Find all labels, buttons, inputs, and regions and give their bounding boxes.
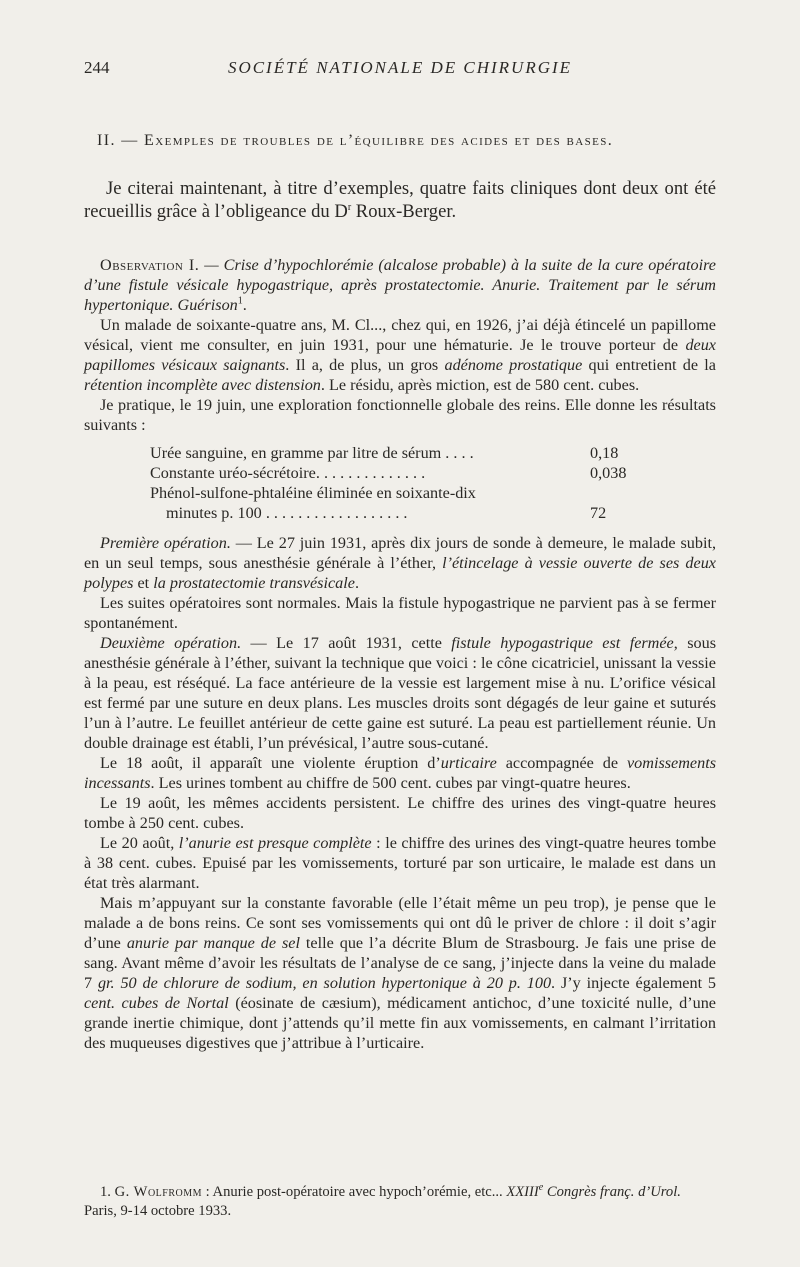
paragraph-suites: Les suites opératoires sont normales. Mais la fistule hypogastrique ne parvient pas à se fermer spontanément. [84, 594, 716, 632]
italic-run: l’étincelage à vessie ouverte de ses deux polypes [84, 554, 716, 592]
observation-label: Observation I. [100, 256, 200, 274]
italic-run: Première opération. [100, 534, 231, 552]
text-run: — Le 17 août 1931, cette [241, 634, 452, 652]
text-run: : Anurie post-opératoire avec hypoch’orémie, etc... [202, 1184, 507, 1200]
result-value: 72 [590, 504, 607, 522]
paragraph-exploration: Je pratique, le 19 juin, une exploration fonctionnelle globale des reins. Elle donne les résultats suivants : [84, 396, 716, 434]
italic-run: rétention incomplète avec distension [84, 376, 321, 394]
footnote-reference: 1 [237, 295, 243, 307]
text-run: : le chiffre des urines des vingt-quatre heures tombe à 38 cent. cubes. Epuisé par les vomissements, torturé par son urticaire, le malade est dans un état très alarmant. [84, 834, 716, 892]
text-run: . Il a, de plus, un gros [285, 356, 445, 374]
text-run: (éosinate de cæsium), médicament antichoc, d’une toxicité nulle, d’une grande inertie chimique, dont j’attends qu’il mette fin aux vomissements, en calmant l’irritation des muqueuses digestives que j’attribue à l’urticaire. [84, 994, 716, 1052]
result-value: 0,18 [590, 444, 619, 462]
result-row [150, 463, 644, 483]
observation-title-end: . [242, 296, 247, 314]
italic-run: l’anurie est presque complète [178, 834, 372, 852]
paragraph-aug19: Le 19 août, les mêmes accidents persistent. Le chiffre des urines des vingt-quatre heures tombe à 250 cent. cubes. [84, 794, 716, 832]
result-value: 0,038 [590, 464, 627, 482]
text-run: . Le résidu, après miction, est de 580 cent. cubes. [320, 376, 640, 394]
main-body [84, 255, 716, 1053]
observation-title-text: — Crise d’hypochlorémie (alcalose probable) à la suite de la cure opératoire d’une fistule vésicale hypogastrique, après prostatectomie. Anurie. Traitement par le sérum hypertonique. Guérison [84, 256, 716, 314]
observation-title [84, 255, 716, 315]
result-row [150, 483, 644, 503]
text-run: Mais m’appuyant sur la constante favorable (elle l’était même un peu trop), je pense que le malade a de bons reins. Ce sont ses vomissements qui ont dû le priver de chlore : il doit s’agir d’une [84, 894, 716, 952]
italic-run: urticaire [440, 754, 497, 772]
paragraph-second-operation [84, 633, 716, 753]
result-value [590, 483, 644, 503]
text-run: telle que l’a décrite Blum de Strasbourg. Je fais une prise de sang. Avant même d’avoir les résultats de l’analyse de ce sang, j’injecte dans la veine du malade 7 [84, 934, 717, 992]
italic-run: vomissements incessants [84, 754, 716, 792]
italic-run: anurie par manque de sel [126, 934, 300, 952]
paragraph-first-operation [84, 533, 716, 593]
footnote-superscript: e [538, 1182, 544, 1194]
italic-run: cent. cubes de Nortal [84, 994, 229, 1012]
result-label: Constante uréo-sécrétoire. . . . . . . . . . . . . . [150, 464, 426, 482]
intro-text: Je citerai maintenant, à titre d’exemples, quatre faits cliniques dont deux ont été recueillis grâce à l’obligeance du D [84, 178, 716, 222]
italic-run: la prostatectomie transvésicale [153, 574, 355, 592]
page-header [84, 58, 716, 84]
footnote-author: G. Wolfromm [114, 1184, 203, 1200]
text-run: Un malade de soixante-quatre ans, M. Cl..., chez qui, en 1926, j’ai déjà étincelé un papillome vésical, vient me consulter, en juin 1931, pour une hématurie. Je le trouve porteur de [84, 316, 716, 354]
text-run: Paris, 9-14 octobre 1933. [84, 1203, 232, 1219]
text-run: qui entretient de la [582, 356, 716, 374]
italic-run: adénome prostatique [444, 356, 583, 374]
text-run: . J’y injecte également 5 [551, 974, 717, 992]
text-run: accompagnée de [496, 754, 627, 772]
text-run: , sous anesthésie générale à l’éther, suivant la technique que voici : le cône cicatriciel, unissant la vessie à la peau, est réséqué. La face antérieure de la vessie est largement mise à nu. L’orifice vésical est fermé par une suture en deux plans. Les muscles droits sont dégagés de leur gaine et suturés l’un à l’autre. Le feuillet antérieur de cette gaine est suturé. La peau est partiellement réunie. Un double drainage est établi, l’un prévésical, l’autre sous-cutané. [84, 634, 716, 752]
italic-run: Congrès franç. d’Urol. [543, 1184, 681, 1200]
italic-run: gr. 50 de chlorure de sodium, en solution hypertonique à 20 p. 100 [97, 974, 552, 992]
paragraph-aug18 [84, 753, 716, 793]
intro-superscript: r [347, 201, 352, 213]
footnote [84, 1183, 716, 1221]
running-head: SOCIÉTÉ NATIONALE DE CHIRURGIE [227, 58, 573, 77]
italic-run: fistule hypogastrique est fermée [451, 634, 674, 652]
text-run: — Le 27 juin 1931, après dix jours de sonde à demeure, le malade subit, en un seul temps, sous anesthésie générale à l’éther, [84, 534, 716, 572]
text-run: . Les urines tombent au chiffre de 500 cent. cubes par vingt-quatre heures. [150, 774, 631, 792]
result-row [150, 443, 644, 463]
intro-text-end: Roux-Berger. [351, 201, 457, 222]
intro-paragraph [84, 177, 716, 223]
italic-run: Deuxième opération. [100, 634, 242, 652]
results-table [150, 443, 644, 523]
paragraph-treatment [84, 893, 716, 1053]
result-row [150, 503, 644, 523]
text-run: Le 20 août, [100, 834, 179, 852]
result-label: minutes p. 100 . . . . . . . . . . . . . . . . . . [166, 504, 408, 522]
text-run: . [354, 574, 359, 592]
italic-run: XXIII [506, 1184, 539, 1200]
text-run: et [133, 574, 154, 592]
footnote-number: 1. [100, 1184, 115, 1200]
page-number: 244 [84, 58, 110, 77]
text-run: Le 18 août, il apparaît une violente éruption d’ [100, 754, 441, 772]
paragraph-aug20 [84, 833, 716, 893]
paragraph-patient [84, 315, 716, 395]
italic-run: deux papillomes vésicaux saignants [84, 336, 716, 374]
result-label: Urée sanguine, en gramme par litre de sérum . . . . [150, 444, 474, 462]
section-heading: II. — Exemples de troubles de l’équilibre des acides et des bases. [97, 132, 614, 149]
result-label: Phénol-sulfone-phtaléine éliminée en soixante-dix [150, 484, 476, 502]
